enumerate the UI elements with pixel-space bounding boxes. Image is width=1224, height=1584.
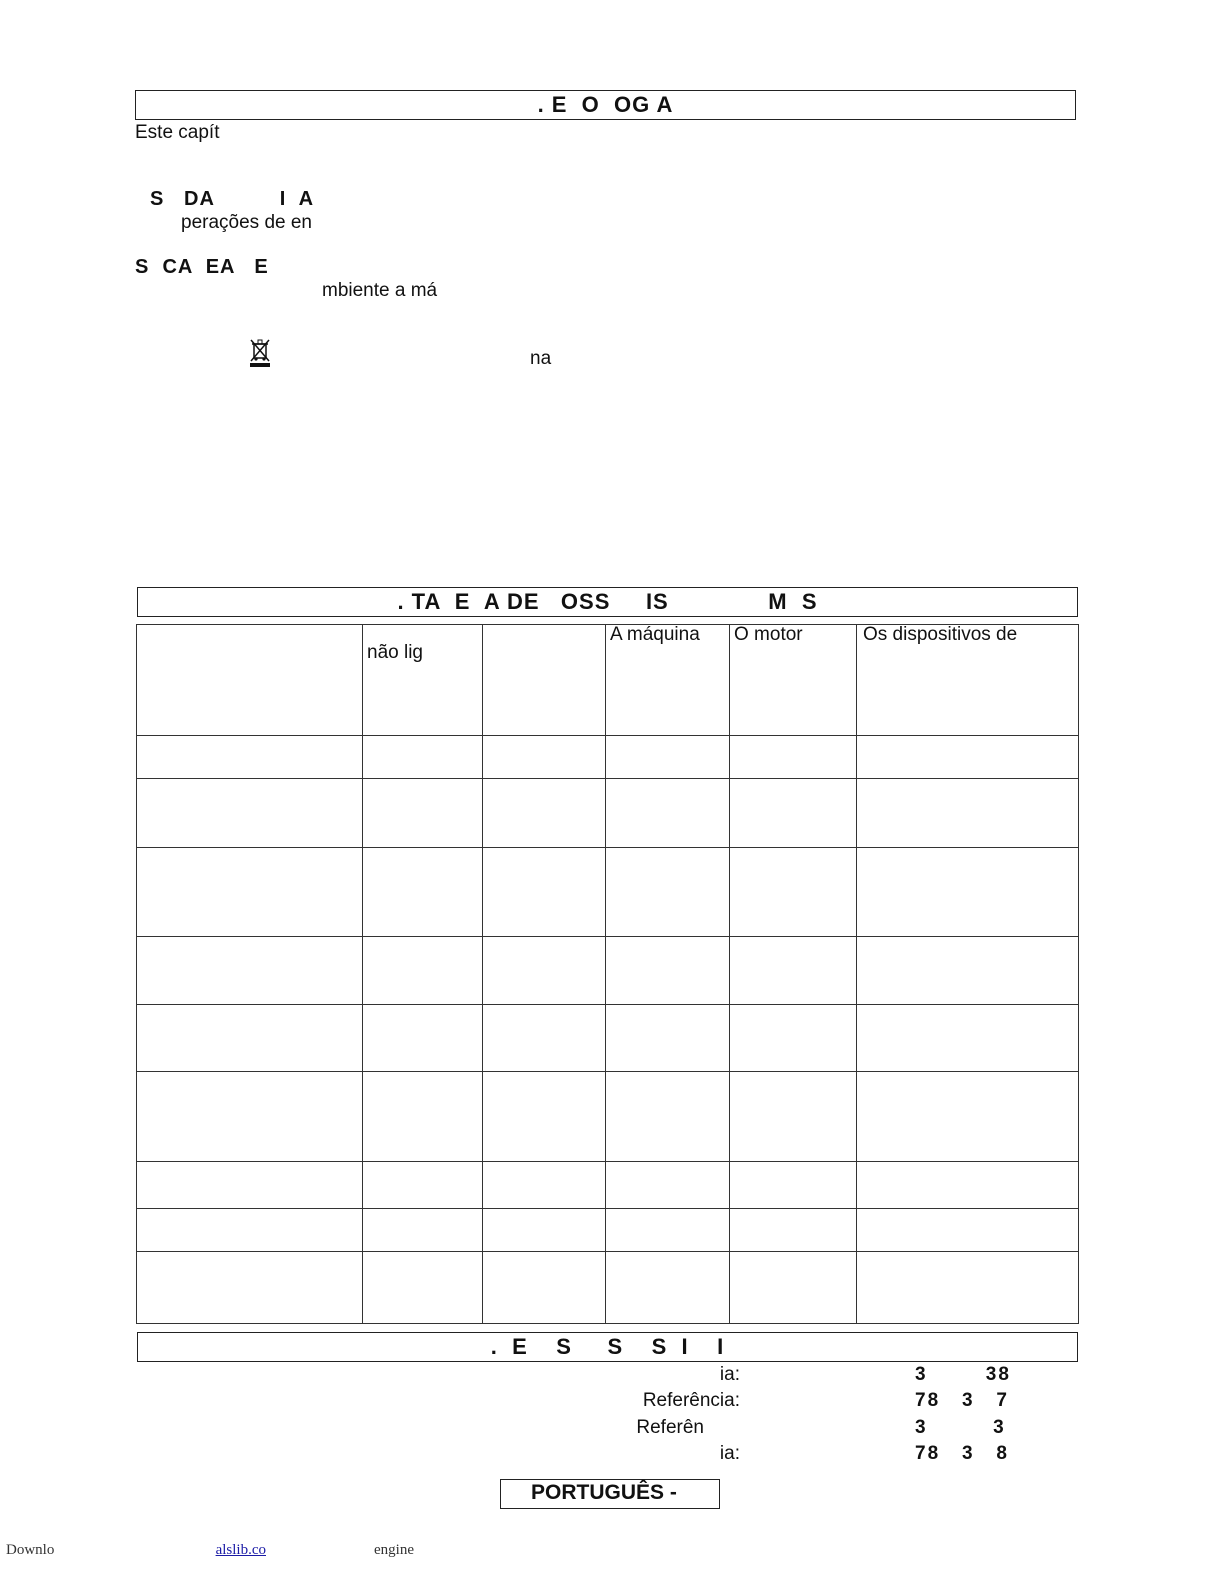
- table-row: [137, 848, 1079, 937]
- spec-label: ia:: [719, 1364, 740, 1385]
- spec-value: 78 3 7: [915, 1390, 1009, 1411]
- table-row: [137, 1209, 1079, 1252]
- weee-text: na: [530, 348, 552, 369]
- table-row: [137, 937, 1079, 1005]
- download-prefix: Downlo: [6, 1542, 55, 1558]
- spec-value: 78 3 8: [915, 1443, 1009, 1464]
- crossed-out-wheelie-bin-icon: [248, 338, 272, 373]
- intro-text: Este capít: [135, 122, 220, 143]
- spec-label: Referên: [636, 1417, 704, 1438]
- language-footer: PORTUGUÊS -: [500, 1479, 720, 1509]
- download-suffix: engine: [374, 1542, 414, 1558]
- section-title-accessories: . E S S S I I: [137, 1332, 1078, 1362]
- subheading-1-text: perações de en: [181, 212, 312, 233]
- spec-label: ia:: [719, 1443, 740, 1464]
- subheading-2-text: mbiente a má: [322, 280, 438, 301]
- table-header-cell: A máquina: [606, 625, 730, 736]
- section-title-table: . TA E A DE OSS IS M S: [137, 587, 1078, 617]
- table-header-cell: Os dispositivos de: [857, 625, 1079, 736]
- table-header-cell: O motor: [730, 625, 857, 736]
- table-header-row: [137, 625, 1079, 736]
- table-row: [137, 1252, 1079, 1324]
- table-header-cell: não lig: [363, 625, 483, 736]
- table-row: [137, 736, 1079, 779]
- spec-value: 3 3: [915, 1417, 1006, 1438]
- table-row: [137, 1162, 1079, 1209]
- download-link[interactable]: alslib.co: [215, 1542, 266, 1558]
- table-header-cell: [483, 625, 606, 736]
- maintenance-table: [136, 624, 1079, 1324]
- table-row: [137, 1005, 1079, 1072]
- table-row: [137, 1072, 1079, 1162]
- table-row: [137, 779, 1079, 848]
- subheading-1: S DA I A: [150, 188, 315, 210]
- spec-label: Referência:: [642, 1390, 740, 1411]
- table-header-cell: [137, 625, 363, 736]
- section-title-ecologia: . E O OG A: [135, 90, 1076, 120]
- spec-value: 3 38: [915, 1364, 1011, 1385]
- subheading-2: S CA EA E: [135, 256, 269, 278]
